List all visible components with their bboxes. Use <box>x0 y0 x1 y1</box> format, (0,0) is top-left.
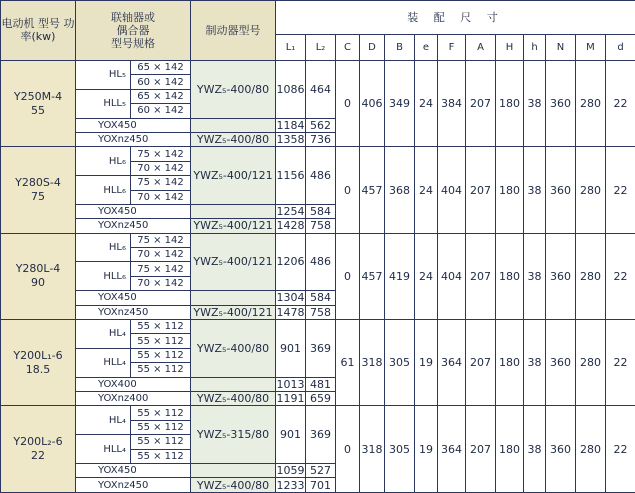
coupling-hl-type: HL₆ <box>76 233 131 262</box>
dim-value: 364 <box>438 320 466 406</box>
dim-value: 349 <box>385 60 415 146</box>
header-coupling-line2: 偶合器 <box>116 23 150 37</box>
coupling-yox: YOX450 <box>76 118 191 132</box>
coupling-hll-type: HLL₄ <box>76 435 131 464</box>
coupling-hll-spec: 55 × 112 <box>131 449 191 463</box>
dim-value: 207 <box>466 60 496 146</box>
header-coupling <box>76 1 191 61</box>
coupling-hll-spec: 75 × 142 <box>131 176 191 190</box>
dim-value: 368 <box>385 147 415 233</box>
motor-model-cell <box>1 147 76 233</box>
dim-value: 360 <box>546 147 576 233</box>
header-dim-11: M <box>576 34 606 60</box>
dim-value: 61 <box>336 320 360 406</box>
coupling-yoxnz: YOXnz450 <box>76 305 191 319</box>
l2-value: 584 <box>306 204 336 218</box>
table-row <box>1 60 635 74</box>
dim-value: 207 <box>466 233 496 319</box>
coupling-hl-spec: 55 × 112 <box>131 334 191 348</box>
coupling-yox: YOX450 <box>76 204 191 218</box>
dim-value: 419 <box>385 233 415 319</box>
dim-value: 207 <box>466 320 496 406</box>
coupling-hll-spec: 60 × 142 <box>131 104 191 118</box>
dim-value: 38 <box>524 233 546 319</box>
dim-value: 364 <box>438 406 466 493</box>
header-motor-line3: 功率(kw) <box>20 17 75 44</box>
l1-value: 1428 <box>276 219 305 233</box>
motor-model-cell <box>1 406 76 493</box>
dim-value: 360 <box>546 406 576 493</box>
dim-value: 22 <box>606 406 635 493</box>
l2-value: 562 <box>306 118 336 132</box>
dim-value: 180 <box>496 147 524 233</box>
l1-value: 901 <box>276 320 306 378</box>
dim-value: 24 <box>415 233 438 319</box>
dim-value: 0 <box>336 406 360 493</box>
dim-value: 280 <box>576 320 606 406</box>
l1-value: 1086 <box>276 60 306 118</box>
dim-value: 38 <box>524 147 546 233</box>
header-dim-10: N <box>546 34 576 60</box>
dim-value: 384 <box>438 60 466 146</box>
coupling-yoxnz: YOXnz450 <box>76 132 191 146</box>
dim-value: 404 <box>438 233 466 319</box>
dim-value: 24 <box>415 147 438 233</box>
l2-value: 464 <box>306 60 336 118</box>
motor-model-cell <box>1 60 76 146</box>
dim-value: 19 <box>415 320 438 406</box>
brake-model-yox <box>191 204 276 218</box>
header-brake: 制动器型号 <box>191 1 276 61</box>
coupling-hll-spec: 70 × 142 <box>131 276 191 290</box>
dim-value: 180 <box>496 233 524 319</box>
coupling-hl-type: HL₅ <box>76 60 131 89</box>
dim-value: 404 <box>438 147 466 233</box>
l2-value: 527 <box>306 463 336 477</box>
brake-model-yox <box>191 291 276 305</box>
dim-value: 180 <box>496 406 524 493</box>
dim-value: 360 <box>546 320 576 406</box>
l2-value: 659 <box>306 391 336 405</box>
dim-value: 180 <box>496 320 524 406</box>
motor-power: 75 <box>31 190 45 203</box>
coupling-hll-type: HLL₆ <box>76 262 131 291</box>
motor-model: Y200L₂-6 <box>13 435 63 449</box>
dim-value: 22 <box>606 60 635 146</box>
brake-model: YWZ₅-400/121 <box>191 147 276 205</box>
coupling-hl-type: HL₆ <box>76 147 131 176</box>
l2-value: 584 <box>306 291 336 305</box>
l2-value: 369 <box>306 320 336 378</box>
l1-value: 1156 <box>276 147 306 205</box>
dim-value: 280 <box>576 406 606 493</box>
l1-value: 1304 <box>276 291 305 305</box>
dim-value: 24 <box>415 60 438 146</box>
l1-value: 1191 <box>276 392 305 406</box>
brake-model-yoxnz: YWZ₅-400/80 <box>191 391 276 405</box>
coupling-hl-spec: 55 × 112 <box>131 406 191 420</box>
l2-value: 369 <box>306 406 336 464</box>
header-dim-0: L₁ <box>276 34 306 60</box>
coupling-yoxnz: YOXnz450 <box>76 478 191 493</box>
header-motor <box>1 1 76 61</box>
motor-model-cell <box>1 320 76 406</box>
coupling-yoxnz: YOXnz400 <box>76 391 191 405</box>
dim-value: 180 <box>496 60 524 146</box>
l2-value: 486 <box>306 147 336 205</box>
l2-value: 736 <box>306 132 336 146</box>
coupling-hll-type: HLL₄ <box>76 348 131 377</box>
brake-model-yox <box>191 377 276 391</box>
brake-model-yox <box>191 463 276 477</box>
l1-value: 1206 <box>276 233 306 291</box>
motor-model: Y250M-4 <box>13 89 63 103</box>
dim-value: 22 <box>606 147 635 233</box>
l2-value: 701 <box>306 478 336 493</box>
coupling-hll-type: HLL₅ <box>76 89 131 118</box>
table-row <box>1 320 635 334</box>
header-dim-12: d <box>606 34 635 60</box>
dim-value: 38 <box>524 60 546 146</box>
coupling-hll-spec: 55 × 112 <box>131 348 191 362</box>
coupling-hl-spec: 65 × 142 <box>131 60 191 74</box>
coupling-hl-spec: 75 × 142 <box>131 147 191 161</box>
dim-value: 22 <box>606 320 635 406</box>
l1-value: 1478 <box>276 305 305 319</box>
l2-value: 486 <box>306 233 336 291</box>
coupling-hl-spec: 55 × 112 <box>131 420 191 434</box>
dim-value: 207 <box>466 147 496 233</box>
motor-power: 18.5 <box>25 362 51 376</box>
dim-value: 0 <box>336 60 360 146</box>
dim-value: 207 <box>466 406 496 493</box>
header-motor-line1: 电动机 <box>1 17 35 31</box>
dim-value: 305 <box>385 406 415 493</box>
coupling-yox: YOX450 <box>76 291 191 305</box>
dim-value: 22 <box>606 233 635 319</box>
table-row <box>1 406 635 420</box>
motor-model-cell <box>1 233 76 319</box>
l1-value: 901 <box>276 406 306 464</box>
dim-value: 19 <box>415 406 438 493</box>
header-coupling-line3: 型号规格 <box>111 36 155 50</box>
coupling-hl-type: HL₄ <box>76 320 131 349</box>
header-dim-8: H <box>496 34 524 60</box>
dim-value: 305 <box>385 320 415 406</box>
header-motor-line2: 型号 <box>38 17 60 31</box>
header-dim-9: h <box>524 34 546 60</box>
dim-value: 457 <box>360 233 385 319</box>
coupling-hll-type: HLL₆ <box>76 176 131 205</box>
dim-value: 280 <box>576 60 606 146</box>
coupling-hll-spec: 55 × 112 <box>131 435 191 449</box>
coupling-hll-spec: 55 × 112 <box>131 363 191 377</box>
dim-value: 38 <box>524 406 546 493</box>
dim-value: 280 <box>576 147 606 233</box>
coupling-yox: YOX400 <box>76 377 191 391</box>
dim-value: 360 <box>546 60 576 146</box>
coupling-hl-spec: 55 × 112 <box>131 320 191 334</box>
dim-value: 0 <box>336 233 360 319</box>
motor-model: Y280S-4 <box>15 176 61 189</box>
l1-value: 1013 <box>276 377 305 391</box>
l1-value: 1059 <box>276 464 305 478</box>
header-dim-5: e <box>415 34 438 60</box>
coupling-hl-spec: 70 × 142 <box>131 161 191 175</box>
l1-value: 1233 <box>276 478 305 492</box>
brake-model-yoxnz: YWZ₅-400/80 <box>191 478 276 493</box>
brake-model-yoxnz: YWZ₅-400/80 <box>191 132 276 146</box>
dim-value: 406 <box>360 60 385 146</box>
brake-model: YWZ₅-400/121 <box>191 233 276 291</box>
l2-value: 481 <box>306 377 336 391</box>
dim-value: 318 <box>360 320 385 406</box>
dim-value: 280 <box>576 233 606 319</box>
l2-value: 758 <box>306 305 336 319</box>
l2-value: 758 <box>306 219 336 233</box>
header-dim-6: F <box>438 34 466 60</box>
header-coupling-line1: 联轴器或 <box>111 10 155 24</box>
header-dim-1: L₂ <box>306 34 336 60</box>
motor-power: 22 <box>31 449 45 463</box>
coupling-hl-type: HL₄ <box>76 406 131 435</box>
coupling-hl-spec: 70 × 142 <box>131 248 191 262</box>
header-dim-2: C <box>336 34 360 60</box>
brake-model: YWZ₅-400/80 <box>191 60 276 118</box>
brake-model: YWZ₅-400/80 <box>191 320 276 378</box>
l1-value: 1358 <box>276 133 305 147</box>
dim-value: 457 <box>360 147 385 233</box>
coupling-yox: YOX450 <box>76 463 191 477</box>
coupling-hl-spec: 75 × 142 <box>131 233 191 247</box>
dim-value: 0 <box>336 147 360 233</box>
dim-value: 360 <box>546 233 576 319</box>
motor-power: 55 <box>31 103 45 117</box>
brake-model: YWZ₅-315/80 <box>191 406 276 464</box>
motor-model: Y200L₁-6 <box>13 348 63 362</box>
l1-value: 1254 <box>276 205 305 219</box>
coupling-hll-spec: 65 × 142 <box>131 89 191 103</box>
l1-value: 1184 <box>276 118 305 132</box>
brake-model-yoxnz: YWZ₅-400/121 <box>191 219 276 233</box>
coupling-hl-spec: 60 × 142 <box>131 75 191 89</box>
motor-power: 90 <box>31 276 45 290</box>
table-row <box>1 233 635 247</box>
brake-model-yox <box>191 118 276 132</box>
table-row <box>1 147 635 161</box>
header-dim-3: D <box>360 34 385 60</box>
brake-model-yoxnz: YWZ₅-400/121 <box>191 305 276 319</box>
coupling-yoxnz: YOXnz450 <box>76 219 191 233</box>
coupling-hll-spec: 75 × 142 <box>131 262 191 276</box>
coupling-hll-spec: 70 × 142 <box>131 190 191 204</box>
motor-model: Y280L-4 <box>15 262 61 276</box>
header-dim-7: A <box>466 34 496 60</box>
header-assembly-dims: 装 配 尺 寸 <box>276 1 635 35</box>
header-dim-4: B <box>385 34 415 60</box>
dim-value: 318 <box>360 406 385 493</box>
dim-value: 38 <box>524 320 546 406</box>
